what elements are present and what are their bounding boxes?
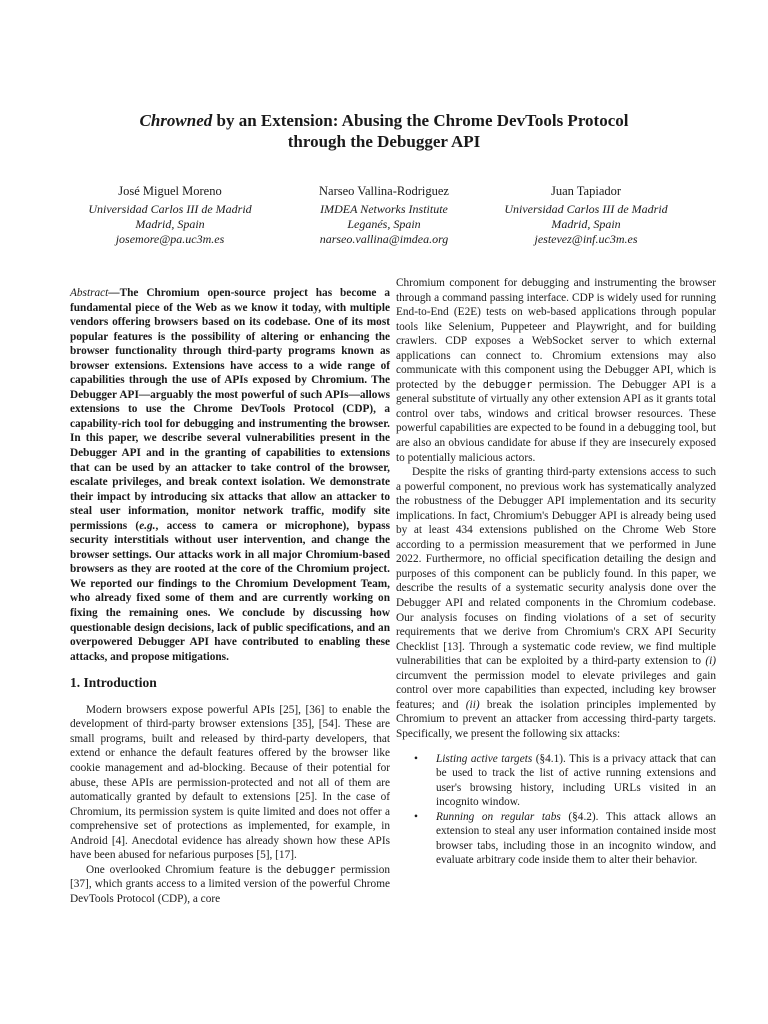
author-affiliation: Universidad Carlos III de Madrid [504, 202, 668, 216]
right-column [396, 276, 716, 868]
paper-title [60, 110, 708, 152]
abstract-eg: e.g. [139, 519, 156, 532]
title-rest: by an Extension: Abusing the Chrome DevTools Protocol [212, 111, 629, 130]
right-p1-text-a: Chromium component for debugging and instrumenting the browser through a command passing interface. CDP is widely used for running End-to-End (E2E) tests on web-based applications through popular tools like Selenium, Puppeteer and Playwright, and for building crawlers. CDP exposes a WebSocket server to which external applications can connect to. Chromium extensions may also communicate with this component using the Debugger API, which is protected by the [396, 277, 716, 391]
right-p2-text-b: circumvent the permission model to elevate privileges and gain control over more capabilities than expected, including key browser features; and [396, 669, 716, 711]
bullet-icon: • [414, 810, 418, 823]
right-p1-text-b: permission. The Debugger API is a general substitute of virtually any other extension API as it grants total control over tabs, windows and critical browser resources. These powerful capabilities are expected to be found in a debugging tool, but are also an obvious candidate for abuse if they are insecurely exposed to potentially malicious actors. [396, 378, 716, 464]
title-line-2: through the Debugger API [287, 132, 481, 151]
attack-text: (§4.2). This attack allows an extension to steal any user information contained inside most browser tabs, including those in an incognito window, and evaluate arbitrary code inside them to alter their behavior. [436, 810, 717, 867]
list-item [396, 752, 716, 810]
debugger-code: debugger [286, 863, 336, 876]
author-location: Madrid, Spain [135, 217, 205, 231]
attack-title: Listing active targets [436, 752, 533, 765]
author-name: José Miguel Moreno [118, 184, 222, 198]
bullet-icon: • [414, 752, 418, 765]
author-3 [476, 184, 696, 247]
author-1 [60, 184, 280, 247]
right-p2-text-a: Despite the risks of granting third-party extensions access to such a powerful component, no previous work has systematically analyzed the robustness of the Debugger API implementation and its security implications. In fact, Chromium's Debugger API is already being used by at least 434 extensions published on the Chrome Web Store according to a permission measurement that we performed in June 2022. Furthermore, no official specification detailing the design and purposes of this component can be publicly found. In this paper, we describe the results of a systematic security analysis done over the Debugger API and related components in the Chromium codebase. Our analysis focuses on finding violations of a set of security requirements that we derive from Chromium's CRX API Security Checklist [13]. Through a systematic code review, we find multiple vulnerabilities that can be exploited by a third-party extension to [396, 466, 716, 668]
title-italic: Chrowned [139, 111, 213, 130]
intro-paragraph-1: Modern browsers expose powerful APIs [25], [36] to enable the development of third-party browser extensions [35], [54]. These are small programs, built and released by third-party developers, that extend or enhance the default features offered by the browser like cookie management and ad-blocking. Because of their potential for abuse, these APIs are permission-protected and not all of them are automatically granted by default to extensions [25]. In the case of Chromium, its permission system is quite limited and does not offer a comprehensive set of protections as implemented, for example, in Android [4]. Anecdotal evidence has already shown how these APIs have been abused for nefarious purposes [5], [17]. [70, 703, 390, 862]
intro-paragraph-2 [70, 863, 390, 907]
attack-title: Running on regular tabs [436, 810, 561, 823]
list-item [396, 810, 716, 868]
left-column [70, 286, 390, 906]
abstract-text-b: , access to camera or microphone), bypass security interstitials without user intervention, and change the browser settings. Our attacks work in all major Chromium-based browsers as they are rooted at the core of the Chromium project. We reported our findings to the Chromium Development Team, who already fixed some of them and are currently working on fixing the remaining ones. We conclude by discussing how questionable design decisions, lack of public specifications, and an overpowered Debugger API have contributed to enabling these attacks, and propose mitigations. [70, 519, 390, 663]
math-ii: (ii) [465, 698, 480, 711]
author-name: Narseo Vallina-Rodriguez [319, 184, 449, 198]
abstract-label: Abstract [70, 287, 109, 299]
attack-list [396, 752, 716, 868]
author-2 [274, 184, 494, 247]
author-email[interactable]: josemore@pa.uc3m.es [115, 232, 225, 246]
title-line-1 [60, 110, 708, 131]
math-i: (i) [705, 655, 716, 668]
author-affiliation: IMDEA Networks Institute [320, 202, 448, 216]
abstract-text-a: —The Chromium open-source project has become a fundamental piece of the Web as we know it today, with multiple vendors offering browsers based on its codebase. One of its most popular features is the possibility of altering or enhancing the browser functionality through third-party programs known as browser extensions. Extensions have access to a wide range of capabilities through the use of APIs exposed by Chromium. The Debugger API—arguably the most powerful of such APIs—allows extensions to use the Chrome DevTools Protocol (CDP), a capability-rich tool for debugging and instrumenting the browser. In this paper, we describe several vulnerabilities present in the Debugger API and in the granting of capabilities to extensions that can be used by an attacker to take control of the browser, escalate privileges, and break context isolation. We demonstrate their impact by introducing six attacks that allow an attacker to steal user information, monitor network traffic, modify site permissions ( [70, 287, 390, 532]
right-paragraph-1 [396, 276, 716, 465]
author-email[interactable]: jestevez@inf.uc3m.es [534, 232, 638, 246]
attack-text: (§4.1). This is a privacy attack that can be used to track the list of active running extensions and user's browsing history, including URLs visited in an incognito window. [436, 752, 716, 809]
author-location: Madrid, Spain [551, 217, 621, 231]
section-heading-introduction: 1. Introduction [70, 675, 157, 691]
intro-p2-text-a: One overlooked Chromium feature is the [86, 863, 287, 876]
debugger-code: debugger [482, 378, 533, 391]
author-email[interactable]: narseo.vallina@imdea.org [319, 232, 449, 246]
right-paragraph-2 [396, 465, 716, 741]
right-p2-text-c: break the isolation principles implemented by Chromium to prevent an attacker from accessing third-party targets. Specifically, we present the following six attacks: [396, 698, 716, 740]
author-name: Juan Tapiador [550, 184, 622, 198]
intro-p2-text-b: permission [37], which grants access to a limited version of the powerful Chrome DevTools Protocol (CDP), a core [70, 863, 390, 905]
abstract [70, 286, 390, 664]
author-location: Leganés, Spain [347, 217, 421, 231]
author-affiliation: Universidad Carlos III de Madrid [88, 202, 252, 216]
